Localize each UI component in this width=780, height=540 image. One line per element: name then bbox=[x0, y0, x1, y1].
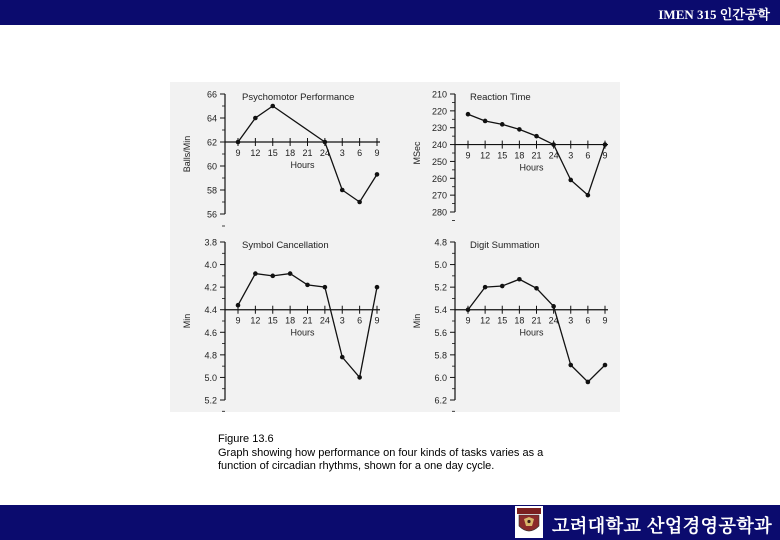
data-point bbox=[305, 283, 310, 288]
x-tick-label: 6 bbox=[585, 315, 591, 326]
caption-line-1: Graph showing how performance on four kinds of tasks varies as a bbox=[218, 446, 544, 459]
data-point bbox=[466, 307, 471, 312]
figure-caption bbox=[218, 433, 598, 474]
x-tick-label: 9 bbox=[602, 150, 608, 161]
caption-line-2: function of circadian rhythms, shown for a one day cycle. bbox=[218, 460, 495, 472]
chart-title: Psychomotor Performance bbox=[242, 92, 355, 103]
y-tick-label: 240 bbox=[431, 140, 447, 151]
y-tick-label: 220 bbox=[431, 106, 447, 117]
caption-title: Figure 13.6 bbox=[218, 433, 274, 445]
y-tick-label: 230 bbox=[431, 123, 447, 134]
x-tick-label: 9 bbox=[465, 315, 471, 326]
y-tick-label: 60 bbox=[206, 161, 217, 172]
x-tick-label: 3 bbox=[568, 315, 574, 326]
x-tick-label: 9 bbox=[374, 315, 380, 326]
data-point bbox=[517, 127, 522, 132]
y-tick-label: 4.6 bbox=[204, 327, 217, 338]
data-point bbox=[340, 355, 345, 360]
data-point bbox=[340, 188, 345, 193]
x-tick-label: 6 bbox=[357, 315, 363, 326]
figure-panel bbox=[170, 82, 620, 412]
y-tick-label: 4.8 bbox=[204, 350, 217, 361]
x-tick-label: 21 bbox=[531, 315, 542, 326]
y-tick-label: 5.6 bbox=[434, 327, 447, 338]
data-point bbox=[253, 116, 258, 121]
y-tick-label: 4.4 bbox=[204, 305, 217, 316]
data-point bbox=[236, 303, 241, 308]
data-point bbox=[323, 140, 328, 145]
data-point bbox=[517, 277, 522, 282]
y-tick-label: 5.0 bbox=[204, 372, 217, 383]
data-point bbox=[534, 286, 539, 291]
chart-title: Digit Summation bbox=[470, 240, 540, 251]
x-tick-label: 9 bbox=[374, 148, 380, 158]
x-tick-label: 18 bbox=[285, 315, 296, 326]
x-tick-label: 21 bbox=[531, 150, 542, 161]
y-tick-label: 210 bbox=[431, 89, 447, 100]
y-tick-label: 4.2 bbox=[204, 282, 217, 293]
y-tick-label: 6.2 bbox=[434, 395, 447, 406]
y-tick-label: 3.8 bbox=[204, 237, 217, 248]
x-tick-label: 18 bbox=[514, 315, 525, 326]
y-tick-label: 5.2 bbox=[434, 282, 447, 293]
y-tick-label: 62 bbox=[206, 137, 217, 148]
x-tick-label: 9 bbox=[465, 150, 471, 161]
data-point bbox=[568, 363, 573, 368]
y-tick-label: 58 bbox=[206, 185, 217, 196]
data-point bbox=[375, 172, 380, 177]
university-crest-icon bbox=[515, 506, 543, 538]
data-point bbox=[500, 122, 505, 127]
data-point bbox=[466, 112, 471, 117]
x-tick-label: 9 bbox=[235, 148, 241, 158]
x-tick-label: 24 bbox=[548, 150, 559, 161]
x-tick-label: 15 bbox=[497, 315, 508, 326]
x-tick-label: 3 bbox=[568, 150, 574, 161]
x-tick-label: 15 bbox=[497, 150, 508, 161]
y-tick-label: 270 bbox=[431, 190, 447, 201]
data-point bbox=[586, 193, 591, 198]
y-tick-label: 280 bbox=[431, 207, 447, 218]
x-tick-label: 9 bbox=[235, 315, 241, 326]
x-tick-label: 24 bbox=[319, 315, 330, 326]
data-point bbox=[483, 119, 488, 124]
y-tick-label: 64 bbox=[206, 113, 217, 124]
y-axis-label: Min bbox=[182, 313, 192, 329]
y-tick-label: 5.8 bbox=[434, 350, 447, 361]
data-point bbox=[586, 380, 591, 385]
x-tick-label: 18 bbox=[514, 150, 525, 161]
x-tick-label: 15 bbox=[267, 148, 278, 158]
data-point bbox=[603, 363, 608, 368]
x-tick-label: 3 bbox=[339, 315, 345, 326]
chart-title: Symbol Cancellation bbox=[242, 240, 329, 251]
y-tick-label: 4.8 bbox=[434, 237, 447, 248]
data-point bbox=[603, 142, 608, 147]
x-axis-label: Hours bbox=[290, 160, 315, 170]
x-tick-label: 12 bbox=[480, 315, 491, 326]
x-axis-label: Hours bbox=[519, 327, 544, 338]
chart-title: Reaction Time bbox=[470, 92, 531, 103]
data-point bbox=[270, 274, 275, 279]
x-tick-label: 3 bbox=[339, 148, 345, 158]
data-point bbox=[323, 285, 328, 290]
x-tick-label: 9 bbox=[602, 315, 608, 326]
x-tick-label: 6 bbox=[585, 150, 591, 161]
data-point bbox=[270, 104, 275, 109]
x-tick-label: 6 bbox=[357, 148, 363, 158]
x-tick-label: 12 bbox=[480, 150, 491, 161]
data-point bbox=[357, 375, 362, 380]
x-tick-label: 24 bbox=[319, 148, 330, 158]
data-point bbox=[357, 200, 362, 205]
header-bar bbox=[0, 0, 780, 25]
y-tick-label: 250 bbox=[431, 156, 447, 167]
y-axis-label: Balls/Min bbox=[182, 135, 192, 173]
x-tick-label: 18 bbox=[285, 148, 296, 158]
circadian-charts bbox=[170, 82, 620, 412]
university-name: 고려대학교 산업경영공학과 bbox=[552, 516, 773, 536]
course-title: IMEN 315 인간공학 bbox=[658, 7, 770, 22]
data-point bbox=[483, 285, 488, 290]
y-tick-label: 66 bbox=[206, 89, 217, 100]
x-tick-label: 24 bbox=[548, 315, 559, 326]
data-point bbox=[551, 304, 556, 309]
x-tick-label: 15 bbox=[267, 315, 278, 326]
x-axis-label: Hours bbox=[290, 327, 315, 338]
y-tick-label: 5.2 bbox=[204, 395, 217, 406]
data-point bbox=[288, 271, 293, 276]
x-tick-label: 21 bbox=[302, 148, 313, 158]
data-point bbox=[534, 134, 539, 139]
data-point bbox=[568, 178, 573, 183]
x-tick-label: 21 bbox=[302, 315, 313, 326]
x-tick-label: 12 bbox=[250, 148, 261, 158]
x-axis-label: Hours bbox=[519, 162, 544, 173]
y-axis-label: MSec bbox=[412, 141, 422, 165]
data-point bbox=[236, 140, 241, 145]
y-axis-label: Min bbox=[412, 313, 422, 329]
x-tick-label: 12 bbox=[250, 315, 261, 326]
data-point bbox=[375, 285, 380, 290]
y-tick-label: 260 bbox=[431, 173, 447, 184]
data-point bbox=[551, 142, 556, 147]
data-point bbox=[500, 284, 505, 289]
y-tick-label: 5.4 bbox=[434, 305, 447, 316]
data-point bbox=[253, 271, 258, 276]
y-tick-label: 6.0 bbox=[434, 372, 447, 383]
y-tick-label: 5.0 bbox=[434, 260, 447, 271]
y-tick-label: 4.0 bbox=[204, 260, 217, 271]
y-tick-label: 56 bbox=[206, 209, 217, 220]
